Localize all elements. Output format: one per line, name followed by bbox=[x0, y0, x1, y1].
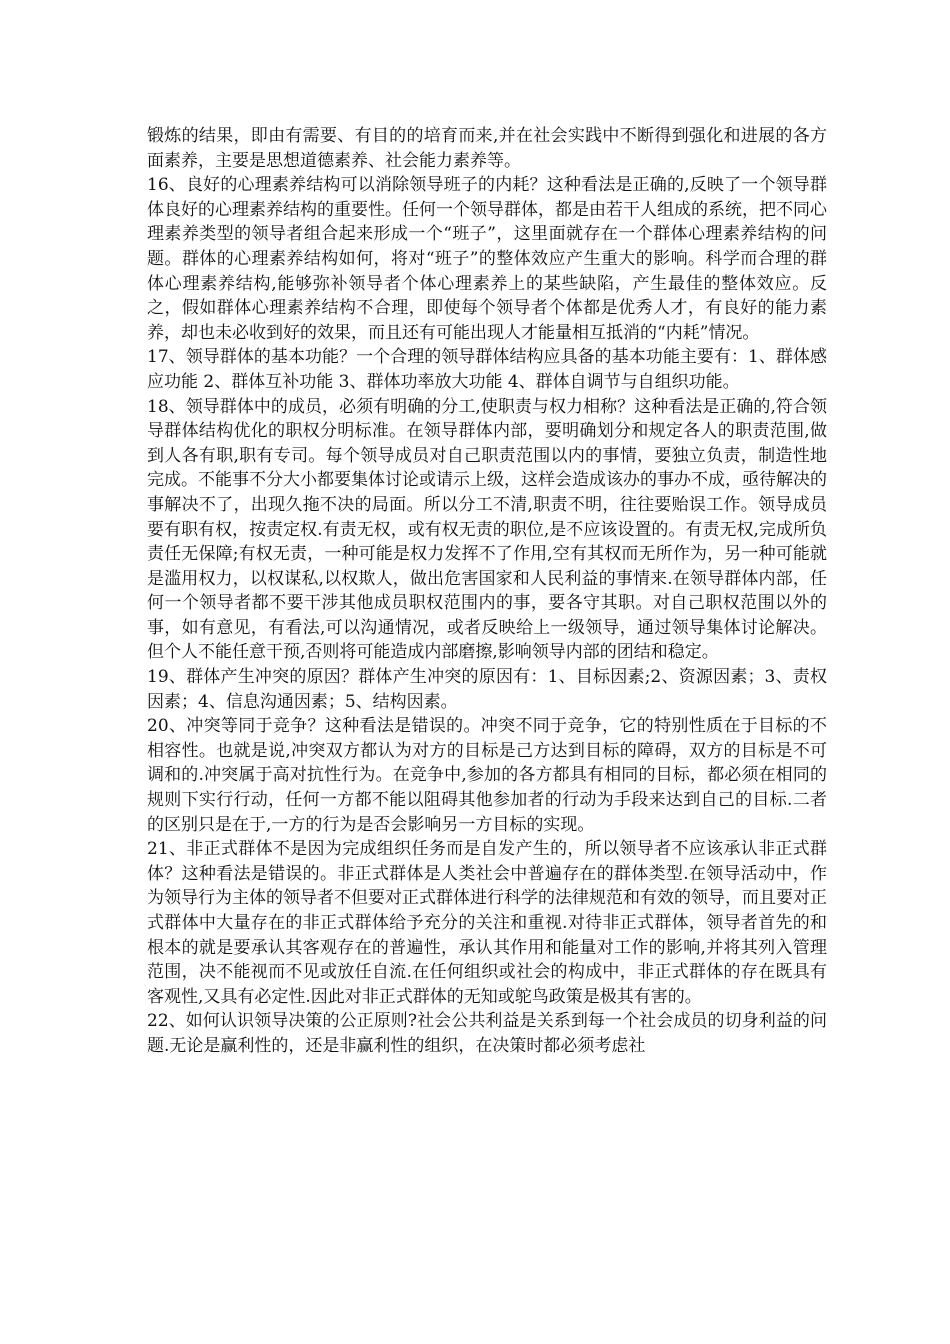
paragraph-item-18: 18、领导群体中的成员，必须有明确的分工,使职责与权力相称？这种看法是正确的,符合领导群体结构优化的职权分明标准。在领导群体内部，要明确划分和规定各人的职责范围,做到人各有职,职有专司。每个领导成员对自己职责范围以内的事情，要独立负责，制造性地完成。不能事不分大小都要集体讨论或请示上级，这样会造成该办的事办不成，亟待解决的事解决不了，出现久拖不决的局面。所以分工不清,职责不明，往往要贻误工作。领导成员要有职有权，按责定权.有责无权，或有权无责的职位,是不应该设置的。有责无权,完成所负责任无保障;有权无责，一种可能是权力发挥不了作用,空有其权而无所作为，另一种可能就是滥用权力，以权谋私,以权欺人，做出危害国家和人民利益的事情来.在领导群体内部，任何一个领导者都不要干涉其他成员职权范围内的事，要各守其职。对自己职权范围以外的事，如有意见，有看法,可以沟通情况，或者反映给上一级领导，通过领导集体讨论解决。但个人不能任意干预,否则将可能造成内部磨擦,影响领导内部的团结和稳定。 bbox=[147, 396, 827, 663]
paragraph-item-16: 16、良好的心理素养结构可以消除领导班子的内耗？这种看法是正确的,反映了一个领导群体良好的心理素养结构的重要性。任何一个领导群体，都是由若干人组成的系统，把不同心理素养类型的领导者组合起来形成一个“班子”，这里面就存在一个群体心理素养结构的问题。群体的心理素养结构如何，将对“班子”的整体效应产生重大的影响。科学而合理的群体心理素养结构,能够弥补领导者个体心理素养上的某些缺陷，产生最佳的整体效应。反之，假如群体心理素养结构不合理，即使每个领导者个体都是优秀人才，有良好的能力素养，却也未必收到好的效果，而且还有可能出现人才能量相互抵消的“内耗”情况。 bbox=[147, 175, 827, 343]
paragraph-item-21: 21、非正式群体不是因为完成组织任务而是自发产生的，所以领导者不应该承认非正式群体？这种看法是错误的。非正式群体是人类社会中普遍存在的群体类型.在领导活动中，作为领导行为主体的领导者不但要对正式群体进行科学的法律规范和有效的领导，而且要对正式群体中大量存在的非正式群体给予充分的关注和重视.对待非正式群体，领导者首先的和根本的就是要承认其客观存在的普遍性，承认其作用和能量对工作的影响,并将其列入管理范围，决不能视而不见或放任自流.在任何组织或社会的构成中，非正式群体的存在既具有客观性,又具有必定性.因此对非正式群体的无知或鸵鸟政策是极其有害的。 bbox=[147, 839, 827, 1007]
document-body bbox=[147, 124, 827, 1059]
paragraph-continuation: 锻炼的结果，即由有需要、有目的的培育而来,并在社会实践中不断得到强化和进展的各方面素养，主要是思想道德素养、社会能力素养等。 bbox=[147, 126, 827, 171]
paragraph-item-22: 22、如何认识领导决策的公正原则?社会公共利益是关系到每一个社会成员的切身利益的问题.无论是赢利性的，还是非赢利性的组织，在决策时都必须考虑社 bbox=[147, 1011, 827, 1056]
paragraph-item-17: 17、领导群体的基本功能？一个合理的领导群体结构应具备的基本功能主要有：1、群体感应功能 2、群体互补功能 3、群体功率放大功能 4、群体自调节与自组织功能。 bbox=[147, 347, 827, 392]
paragraph-item-20: 20、冲突等同于竞争？这种看法是错误的。冲突不同于竞争，它的特别性质在于目标的不相容性。也就是说,冲突双方都认为对方的目标是己方达到目标的障碍，双方的目标是不可调和的.冲突属于高对抗性行为。在竞争中,参加的各方都具有相同的目标，都必须在相同的规则下实行行动，任何一方都不能以阻碍其他参加者的行动为手段来达到自己的目标.二者的区别只是在于,一方的行为是否会影响另一方目标的实现。 bbox=[147, 716, 827, 835]
paragraph-item-19: 19、群体产生冲突的原因？群体产生冲突的原因有：1、目标因素;2、资源因素；3、责权因素；4、信息沟通因素；5、结构因素。 bbox=[147, 667, 827, 712]
